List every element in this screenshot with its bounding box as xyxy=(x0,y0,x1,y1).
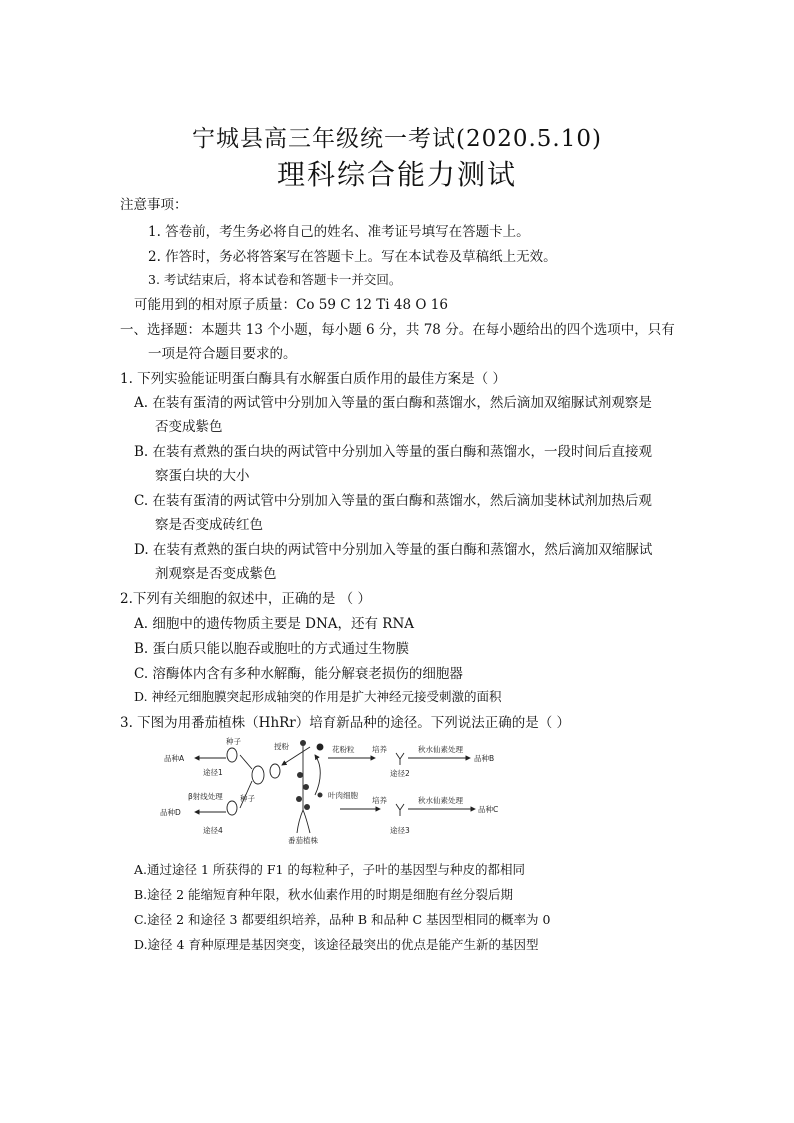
question-2-option-b: B. 蛋白质只能以胞吞或胞吐的方式通过生物膜 xyxy=(134,641,410,657)
question-1-option-c-cont: 察是否变成砖红色 xyxy=(155,517,263,533)
question-3-option-a: A.通过途径 1 所获得的 F1 的每粒种子，子叶的基因型与种皮的都相同 xyxy=(134,862,525,877)
question-1-option-b-cont: 察蛋白块的大小 xyxy=(155,468,250,484)
fruit-right-shape xyxy=(270,764,280,778)
question-3-stem: 3. 下图为用番茄植株（HhRr）培育新品种的途径。下列说法正确的是（ ） xyxy=(120,715,571,731)
label-path-2: 途径2 xyxy=(390,769,410,778)
question-1-option-d: D. 在装有煮熟的蛋白块的两试管中分别加入等量的蛋白酶和蒸馏水，然后滴加双缩脲试 xyxy=(134,542,653,558)
label-tomato-plant: 番茄植株 xyxy=(288,836,318,845)
question-1-option-a: A. 在装有蛋清的两试管中分别加入等量的蛋白酶和蒸馏水，然后滴加双缩脲试剂观察是 xyxy=(134,395,652,411)
fruit-left-shape xyxy=(252,766,264,784)
label-path-1: 途径1 xyxy=(203,768,223,777)
question-2-option-a: A. 细胞中的遗传物质主要是 DNA，还有 RNA xyxy=(134,616,415,632)
question-2-stem: 2.下列有关细胞的叙述中，正确的是 （ ） xyxy=(120,591,371,607)
label-culture-top: 培养 xyxy=(372,745,387,754)
question-2-option-d: D. 神经元细胞膜突起形成轴突的作用是扩大神经元接受刺激的面积 xyxy=(134,689,502,704)
question-2-option-c: C. 溶酶体内含有多种水解酶，能分解衰老损伤的细胞器 xyxy=(134,666,463,682)
section-intro-line-1: 一、选择题：本题共 13 个小题，每小题 6 分，共 78 分。在每小题给出的四个选项中，只有 xyxy=(120,322,675,338)
label-variety-a: 品种A xyxy=(164,754,185,763)
label-seed-top: 种子 xyxy=(226,737,241,746)
notice-heading: 注意事项： xyxy=(120,197,188,213)
exam-subtitle: 理科综合能力测试 xyxy=(276,158,517,191)
notice-item-1: 1. 答卷前，考生务必将自己的姓名、准考证号填写在答题卡上。 xyxy=(148,224,530,240)
question-3-option-d: D.途径 4 育种原理是基因突变，该途径最突出的优点是能产生新的基因型 xyxy=(134,937,539,952)
notice-item-2: 2. 作答时，务必将答案写在答题卡上。写在本试卷及草稿纸上无效。 xyxy=(148,249,557,265)
question-1-option-c: C. 在装有蛋清的两试管中分别加入等量的蛋白酶和蒸馏水，然后滴加斐林试剂加热后观 xyxy=(134,493,652,509)
exam-title: 宁城县高三年级统一考试(2020.5.10) xyxy=(191,126,602,152)
label-seed-bottom: 种子 xyxy=(240,794,255,803)
atomic-mass-line: 可能用到的相对原子质量：Co 59 C 12 Ti 48 O 16 xyxy=(134,297,448,313)
label-pollen-grain: 花粉粒 xyxy=(332,745,355,754)
label-path-4: 途径4 xyxy=(203,826,223,835)
notice-item-3: 3. 考试结束后，将本试卷和答题卡一并交回。 xyxy=(148,272,402,287)
label-mesophyll-cell: 叶肉细胞 xyxy=(328,791,358,800)
question-1-option-a-cont: 否变成紫色 xyxy=(155,419,223,435)
breeding-pathway-diagram xyxy=(150,735,530,845)
label-beta-ray: β射线处理 xyxy=(188,792,223,801)
question-3-option-b: B.途径 2 能缩短育种年限，秋水仙素作用的时期是细胞有丝分裂后期 xyxy=(134,887,514,902)
seed-top-shape xyxy=(227,748,237,762)
question-1-option-d-cont: 剂观察是否变成紫色 xyxy=(155,566,277,582)
label-pollination: 授粉 xyxy=(274,742,289,751)
question-1-stem: 1. 下列实验能证明蛋白酶具有水解蛋白质作用的最佳方案是（ ） xyxy=(120,371,506,387)
label-variety-b: 品种B xyxy=(474,754,495,763)
label-colchicine-bottom: 秋水仙素处理 xyxy=(418,796,463,805)
label-variety-d: 品种D xyxy=(160,808,181,817)
label-colchicine-top: 秋水仙素处理 xyxy=(418,745,463,754)
label-path-3: 途径3 xyxy=(390,826,410,835)
label-culture-bottom: 培养 xyxy=(372,796,387,805)
section-intro-line-2: 一项是符合题目要求的。 xyxy=(148,346,297,362)
question-1-option-b: B. 在装有煮熟的蛋白块的两试管中分别加入等量的蛋白酶和蒸馏水，一段时间后直接观 xyxy=(134,444,653,460)
label-variety-c: 品种C xyxy=(478,805,499,814)
seed-bottom-shape xyxy=(227,801,237,815)
question-3-option-c: C.途径 2 和途径 3 都要组织培养，品种 B 和品种 C 基因型相同的概率为 0 xyxy=(134,912,551,927)
